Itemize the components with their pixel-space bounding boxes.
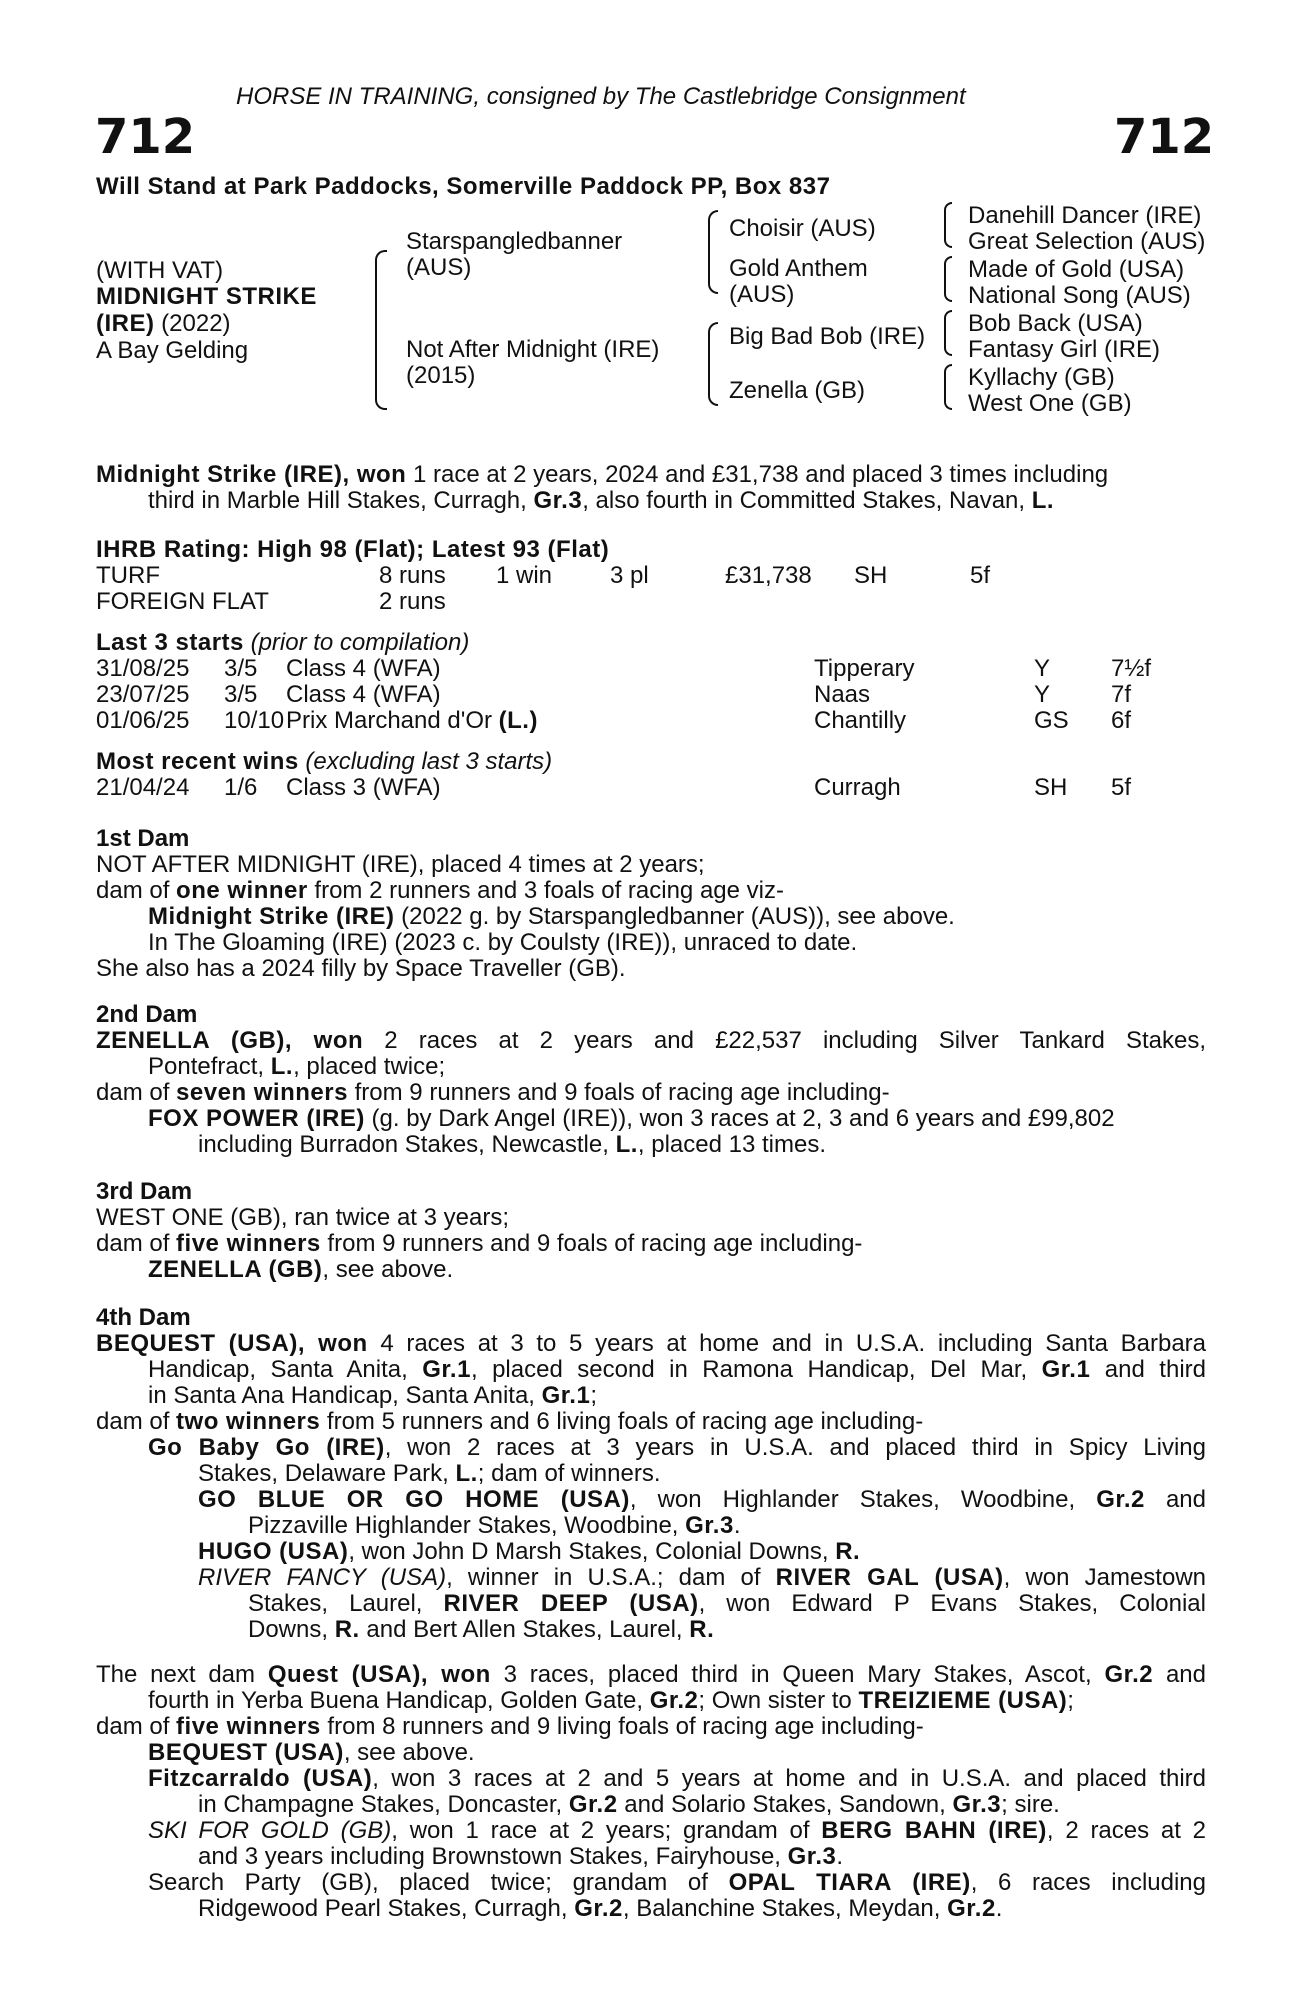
consignment-line: HORSE IN TRAINING, consigned by The Castlebridge Consignment (236, 83, 966, 110)
win-row: 21/04/24 1/6 Class 3 (WFA) Curragh SH 5f (96, 774, 1132, 801)
horse-origin-year: (IRE) (2022) (96, 310, 231, 337)
pedigree-brace-dam (708, 322, 718, 406)
pedigree-brace-ss (944, 202, 952, 248)
pedigree-sds: Made of Gold (USA) (968, 256, 1185, 283)
start-row: 01/06/25 10/10 Prix Marchand d'Or (L.) Chantilly GS 6f (96, 707, 1132, 734)
pedigree-dsd: Fantasy Girl (IRE) (968, 336, 1161, 363)
horse-description: A Bay Gelding (96, 337, 249, 364)
pedigree-dds: Kyllachy (GB) (968, 364, 1115, 391)
pedigree-dam-sire: Big Bad Bob (IRE) (729, 323, 926, 350)
second-dam-section: 2nd Dam ZENELLA (GB), won 2 races at 2 years and £22,537 including Silver Tankard Stakes, Pontefract, L., placed twice; dam of seven winners from 9 runners and 9 foals of racing age including- FOX POWER (IRE) (g. by Dark Angel (IRE)), won 3 races at 2, 3 and 6 years and £99,802 including Burradon Stakes, Newcastle, L., placed 13 times. (96, 1001, 1207, 1158)
lot-number-right: 712 (1114, 109, 1215, 165)
pedigree-brace-main (375, 250, 387, 410)
horse-name: MIDNIGHT STRIKE (96, 283, 317, 310)
stabling-line: Will Stand at Park Paddocks, Somerville Paddock PP, Box 837 (96, 173, 831, 200)
last-starts-table (96, 656, 1151, 734)
recent-wins-section: Most recent wins (excluding last 3 starts) 21/04/24 1/6 Class 3 (WFA) Curragh SH 5f (96, 748, 1132, 801)
pedigree-sdd: National Song (AUS) (968, 282, 1191, 309)
second-dam-title: 2nd Dam (96, 1001, 198, 1028)
next-dam-section: The next dam Quest (USA), won 3 races, placed third in Queen Mary Stakes, Ascot, Gr.2 and fourth in Yerba Buena Handicap, Golden Gate, Gr.2; Own sister to TREIZIEME (USA); dam of five winners from 8 runners and 9 living foals of racing age including- BEQUEST (USA), see above. Fitzcarraldo (USA), won 3 races at 2 and 5 years at home and in U.S.A. and placed third in Champagne Stakes, Doncaster, Gr.2 and Solario Stakes, Sandown, Gr.3; sire. SKI FOR GOLD (GB), won 1 race at 2 years; grandam of BERG BAHN (IRE), 2 races at 2 and 3 years including Brownstown Stakes, Fairyhouse, Gr.3. Search Party (GB), placed twice; grandam of OPAL TIARA (IRE), 6 races including Ridgewood Pearl Stakes, Curragh, Gr.2, Balanchine Stakes, Meydan, Gr.2. (96, 1661, 1207, 1922)
rating-row: FOREIGN FLAT 2 runs (96, 588, 446, 615)
third-dam-section: 3rd Dam WEST ONE (GB), ran twice at 3 years; dam of five winners from 9 runners and 9 foals of racing age including- ZENELLA (GB), see above. (96, 1179, 1206, 1283)
third-dam-title: 3rd Dam (96, 1178, 193, 1205)
pedigree-brace-sire (708, 210, 718, 294)
pedigree-dam: Not After Midnight (IRE) (2015) (406, 336, 660, 389)
recent-wins-table (96, 775, 1131, 801)
first-dam-title: 1st Dam (96, 825, 190, 852)
rating-row: TURF 8 runs 1 win 3 pl £31,738 SH 5f (96, 562, 991, 589)
fourth-dam-section: 4th Dam BEQUEST (USA), won 4 races at 3 to 5 years at home and in U.S.A. including Santa Barbara Handicap, Santa Anita, Gr.1, placed second in Ramona Handicap, Del Mar, Gr.1 and third in Santa Ana Handicap, Santa Anita, Gr.1; dam of two winners from 5 runners and 6 living foals of racing age including- Go Baby Go (IRE), won 2 races at 3 years in U.S.A. and placed third in Spicy Living Stakes, Delaware Park, L.; dam of winners. GO BLUE OR GO HOME (USA), won Highlander Stakes, Woodbine, Gr.2 and Pizzaville Highlander Stakes, Woodbine, Gr.3. HUGO (USA), won John D Marsh Stakes, Colonial Downs, R. RIVER FANCY (USA), winner in U.S.A.; dam of RIVER GAL (USA), won Jamestown Stakes, Laurel, RIVER DEEP (USA), won Edward P Evans Stakes, Colonial Downs, R. and Bert Allen Stakes, Laurel, R. (96, 1304, 1207, 1643)
lot-number-left: 712 (95, 109, 196, 165)
race-summary: Midnight Strike (IRE), won 1 race at 2 years, 2024 and £31,738 and placed 3 times including third in Marble Hill Stakes, Curragh, Gr.3, also fourth in Committed Stakes, Navan, L. (96, 461, 1109, 514)
pedigree-brace-sd (944, 256, 952, 302)
pedigree-ddd: West One (GB) (968, 390, 1132, 417)
start-row: 23/07/25 3/5 Class 4 (WFA) Naas Y 7f (96, 681, 1132, 708)
pedigree-ssd: Great Selection (AUS) (968, 228, 1206, 255)
pedigree-dam-dam: Zenella (GB) (729, 377, 866, 404)
start-row: 31/08/25 3/5 Class 4 (WFA) Tipperary Y 7½f (96, 655, 1152, 682)
rating-table (96, 563, 990, 615)
last-starts-section: Last 3 starts (prior to compilation) 31/08/25 3/5 Class 4 (WFA) Tipperary Y 7½f 23/07/25 3/5 Class 4 (WFA) Naas Y 7f 01/06/25 10/10 Prix Marchand d'Or (L.) Chantilly GS 6f (96, 629, 1152, 734)
fourth-dam-title: 4th Dam (96, 1304, 191, 1331)
pedigree-dss: Bob Back (USA) (968, 310, 1143, 337)
first-dam-section: 1st Dam NOT AFTER MIDNIGHT (IRE), placed 4 times at 2 years; dam of one winner from 2 runners and 3 foals of racing age viz- Midnight Strike (IRE) (2022 g. by Starspangledbanner (AUS)), see above. In The Gloaming (IRE) (2023 c. by Coulsty (IRE)), unraced to date. She also has a 2024 filly by Space Traveller (GB). (96, 826, 1206, 982)
vat-note: (WITH VAT) (96, 257, 224, 284)
rating-section (96, 537, 1206, 615)
pedigree-brace-dd (944, 364, 952, 410)
pedigree-sss: Danehill Dancer (IRE) (968, 202, 1202, 229)
rating-title: IHRB Rating: High 98 (Flat); Latest 93 (Flat) (96, 536, 610, 563)
pedigree-sire: Starspangledbanner (AUS) (406, 228, 623, 281)
pedigree-sire-dam: Gold Anthem (AUS) (729, 255, 868, 308)
pedigree-sire-sire: Choisir (AUS) (729, 215, 876, 242)
pedigree-brace-ds (944, 310, 952, 356)
